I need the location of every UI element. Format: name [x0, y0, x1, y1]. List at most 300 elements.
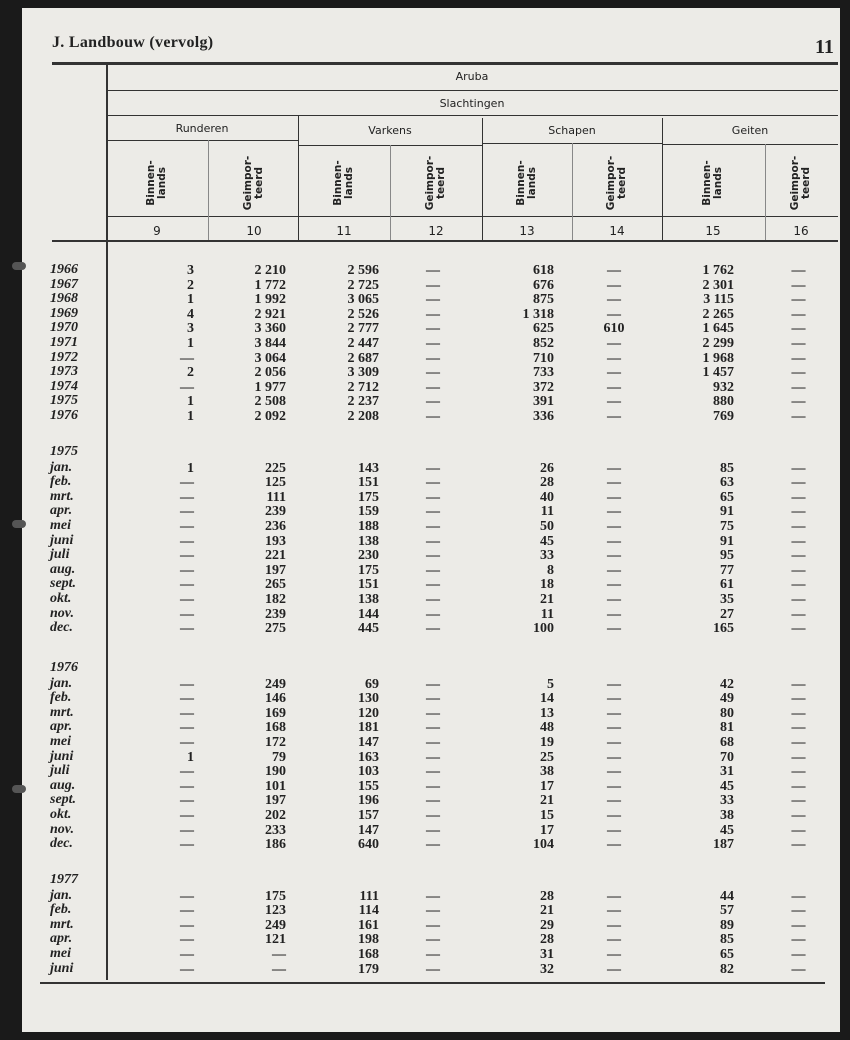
table-cell: 15 [540, 808, 554, 823]
table-cell: 14 [540, 691, 554, 707]
row-label: apr. [50, 931, 73, 947]
table-cell: 21 [540, 903, 554, 919]
column-number: 9 [153, 224, 161, 238]
table-cell: — [791, 292, 806, 308]
table-cell: — [180, 903, 194, 919]
table-cell: 733 [533, 365, 554, 381]
table-cell: — [791, 365, 806, 381]
table-cell: 1 762 [702, 263, 734, 278]
table-cell: 151 [358, 577, 379, 593]
table-cell: 121 [265, 932, 286, 948]
table-cell: — [607, 336, 621, 351]
table-cell: — [791, 676, 806, 692]
row-label: okt. [50, 591, 72, 606]
table-cell: — [791, 903, 806, 919]
table-cell: — [791, 350, 806, 366]
table-cell: 372 [533, 379, 554, 395]
table-cell: — [791, 336, 806, 351]
column-number: 10 [246, 224, 262, 238]
table-cell: 138 [358, 533, 379, 549]
table-cell: 190 [265, 764, 286, 780]
row-label: 1966 [50, 262, 78, 277]
table-cell: — [607, 379, 621, 395]
table-cell: — [791, 606, 806, 622]
table-cell: — [791, 808, 806, 823]
table-cell: — [180, 888, 194, 904]
table-cell: — [426, 932, 440, 948]
table-cell: 21 [540, 592, 554, 607]
table-cell: 2 596 [347, 263, 379, 278]
subcolumn-header: Geimpor- teerd [242, 155, 265, 211]
table-cell: 169 [265, 705, 286, 721]
table-cell: 1 [187, 336, 194, 351]
table-cell: 146 [265, 691, 286, 707]
table-cell: 63 [720, 475, 734, 491]
table-cell: — [180, 735, 194, 750]
table-cell: 168 [358, 947, 379, 962]
table-cell: 2 092 [254, 409, 286, 424]
table-cell: — [426, 409, 440, 424]
table-cell: 28 [540, 932, 554, 948]
table-cell: — [607, 932, 621, 948]
rule [106, 115, 838, 116]
binder-hole [12, 262, 26, 270]
column-number: 11 [336, 224, 352, 238]
row-label: juni [50, 748, 74, 764]
bottom-rule [40, 982, 825, 984]
table-cell: 159 [358, 504, 379, 520]
table-cell: — [607, 837, 621, 853]
table-cell: 5 [547, 676, 554, 692]
table-cell: 38 [720, 808, 734, 823]
table-cell: 19 [540, 735, 554, 750]
table-cell: — [791, 562, 806, 578]
table-cell: 48 [540, 720, 554, 736]
table-cell: 21 [540, 793, 554, 809]
table-cell: 100 [533, 621, 554, 637]
table-cell: 875 [533, 292, 554, 308]
subcolumn-header: Geimpor- teerd [605, 155, 628, 211]
table-cell: — [607, 917, 621, 933]
table-cell: — [791, 519, 806, 534]
table-cell: — [791, 621, 806, 637]
table-cell: 155 [358, 778, 379, 794]
table-cell: — [791, 764, 806, 780]
table-cell: — [180, 606, 194, 622]
table-cell: — [426, 764, 440, 780]
table-cell: — [791, 277, 806, 293]
table-cell: — [426, 460, 440, 476]
table-cell: — [180, 837, 194, 853]
table-cell: 3 [187, 321, 194, 337]
row-label: jan. [50, 887, 73, 903]
row-label: juni [50, 532, 74, 548]
table-cell: 187 [713, 837, 734, 853]
table-cell: 91 [720, 504, 734, 520]
table-cell: — [180, 562, 194, 578]
table-cell: — [426, 577, 440, 593]
table-cell: 445 [358, 621, 379, 637]
table-cell: — [607, 735, 621, 750]
table-cell: 49 [720, 691, 734, 707]
rule [106, 140, 298, 141]
table-cell: — [607, 548, 621, 564]
table-cell: — [607, 705, 621, 721]
table-cell: 70 [720, 749, 734, 765]
table-cell: — [791, 533, 806, 549]
table-cell: — [607, 676, 621, 692]
row-label: mrt. [50, 488, 74, 504]
table-cell: — [426, 562, 440, 578]
table-cell: 3 [187, 263, 194, 278]
row-label: juli [50, 547, 70, 563]
table-cell: — [426, 720, 440, 736]
table-cell: 18 [540, 577, 554, 593]
section-label: 1977 [50, 872, 78, 887]
table-cell: — [426, 321, 440, 337]
table-cell: — [607, 592, 621, 607]
row-label: 1976 [50, 408, 78, 423]
table-cell: — [607, 292, 621, 308]
table-cell: — [180, 379, 194, 395]
table-cell: — [426, 606, 440, 622]
table-cell: 45 [540, 533, 554, 549]
table-cell: — [791, 735, 806, 750]
table-cell: 3 844 [254, 336, 286, 351]
table-cell: — [272, 947, 286, 962]
table-cell: — [607, 621, 621, 637]
table-cell: 17 [540, 822, 554, 838]
table-cell: — [607, 306, 621, 322]
table-cell: 31 [540, 947, 554, 962]
column-number: 16 [793, 224, 809, 238]
table-cell: — [426, 475, 440, 491]
table-cell: 175 [358, 562, 379, 578]
table-cell: 33 [540, 548, 554, 564]
table-cell: — [791, 577, 806, 593]
column-number: 12 [428, 224, 444, 238]
table-cell: — [426, 519, 440, 534]
region-header: Aruba [455, 70, 489, 83]
table-cell: — [791, 321, 806, 337]
table-cell: 68 [720, 735, 734, 750]
table-cell: — [607, 749, 621, 765]
row-label: juli [50, 763, 70, 779]
table-cell: 65 [720, 489, 734, 505]
table-cell: 144 [358, 606, 379, 622]
group-header-runderen: Runderen [175, 122, 229, 135]
table-cell: 1 977 [254, 379, 286, 395]
table-cell: 1 [187, 460, 194, 476]
table-cell: 89 [720, 917, 734, 933]
table-cell: — [607, 947, 621, 962]
column-number: 14 [609, 224, 625, 238]
table-cell: 32 [540, 961, 554, 977]
table-cell: — [180, 705, 194, 721]
table-cell: — [426, 350, 440, 366]
section-title: J. Landbouw (vervolg) [52, 34, 214, 51]
table-cell: 123 [265, 903, 286, 919]
table-cell: — [426, 504, 440, 520]
table-cell: 44 [720, 888, 734, 904]
row-label: sept. [50, 792, 77, 808]
table-cell: 196 [358, 793, 379, 809]
table-cell: 2 447 [347, 336, 379, 351]
table-cell: — [791, 888, 806, 904]
table-cell: — [607, 460, 621, 476]
subcolumn-header: Geimpor- teerd [424, 155, 447, 211]
table-cell: 202 [265, 808, 286, 823]
table-cell: — [426, 903, 440, 919]
table-cell: 197 [265, 562, 286, 578]
row-label: mei [50, 734, 71, 749]
table-cell: — [180, 691, 194, 707]
row-label: apr. [50, 719, 73, 735]
row-label: nov. [50, 821, 74, 837]
table-cell: — [180, 793, 194, 809]
table-cell: 188 [358, 519, 379, 534]
table-cell: — [180, 961, 194, 977]
table-cell: — [607, 519, 621, 534]
table-cell: 57 [720, 903, 734, 919]
table-cell: 175 [265, 888, 286, 904]
table-cell: — [791, 460, 806, 476]
table-cell: 65 [720, 947, 734, 962]
table-cell: 1 457 [702, 365, 734, 381]
subcolumn-header: Binnen- lands [145, 160, 168, 206]
row-label: 1971 [50, 335, 78, 350]
table-cell: — [180, 592, 194, 607]
table-cell: — [791, 793, 806, 809]
table-cell: — [180, 778, 194, 794]
table-cell: — [426, 263, 440, 278]
table-cell: — [426, 336, 440, 351]
binder-hole [12, 785, 26, 793]
table-cell: 2 210 [254, 263, 286, 278]
table-cell: — [180, 489, 194, 505]
table-cell: 2 [187, 365, 194, 381]
table-cell: 13 [540, 705, 554, 721]
subcolumn-header: Geimpor- teerd [789, 155, 812, 211]
table-cell: 29 [540, 917, 554, 933]
table-cell: — [180, 676, 194, 692]
table-cell: 101 [265, 778, 286, 794]
table-cell: 114 [358, 903, 379, 919]
table-cell: — [180, 533, 194, 549]
table-cell: 391 [533, 394, 554, 410]
row-label: 1973 [50, 364, 78, 380]
row-label: dec. [50, 620, 73, 636]
table-cell: 1 968 [702, 350, 734, 366]
table-cell: 1 992 [254, 292, 286, 308]
rule [390, 145, 391, 240]
row-label: jan. [50, 675, 73, 691]
table-cell: — [607, 822, 621, 838]
row-label: feb. [50, 474, 72, 490]
table-cell: 168 [265, 720, 286, 736]
table-cell: — [607, 263, 621, 278]
table-cell: — [607, 350, 621, 366]
table-cell: — [426, 822, 440, 838]
table-cell: — [791, 778, 806, 794]
table-cell: 11 [540, 504, 554, 520]
table-cell: 2 921 [254, 306, 286, 322]
table-cell: — [607, 504, 621, 520]
table-cell: 91 [720, 533, 734, 549]
table-cell: — [180, 577, 194, 593]
table-cell: 230 [358, 548, 379, 564]
row-label: 1967 [50, 276, 78, 292]
table-cell: 147 [358, 735, 379, 750]
table-cell: — [607, 606, 621, 622]
table-cell: 104 [533, 837, 554, 853]
rule [106, 90, 838, 91]
table-cell: — [607, 720, 621, 736]
table-cell: — [180, 504, 194, 520]
table-cell: — [607, 277, 621, 293]
table-cell: — [180, 548, 194, 564]
table-cell: 27 [720, 606, 734, 622]
table-cell: 80 [720, 705, 734, 721]
table-cell: 25 [540, 749, 554, 765]
table-cell: 2 265 [702, 306, 734, 322]
subcolumn-header: Binnen- lands [515, 160, 538, 206]
table-cell: — [607, 691, 621, 707]
table-cell: — [791, 592, 806, 607]
row-label: mrt. [50, 704, 74, 720]
table-cell: 26 [540, 460, 554, 476]
table-cell: — [426, 292, 440, 308]
row-label: mei [50, 946, 71, 961]
table-cell: — [426, 533, 440, 549]
table-cell: 640 [358, 837, 379, 853]
table-cell: 81 [720, 720, 734, 736]
table-cell: 1 645 [702, 321, 734, 337]
header-bottom-rule [52, 240, 838, 242]
table-cell: — [426, 676, 440, 692]
table-cell: 165 [713, 621, 734, 637]
subcolumn-header: Binnen- lands [332, 160, 355, 206]
table-cell: 38 [540, 764, 554, 780]
table-cell: — [607, 489, 621, 505]
table-cell: 676 [533, 277, 554, 293]
table-cell: — [791, 691, 806, 707]
table-cell: 179 [358, 961, 379, 977]
subcolumn-header: Binnen- lands [701, 160, 724, 206]
table-cell: 61 [720, 577, 734, 593]
table-cell: — [180, 475, 194, 491]
group-header-schapen: Schapen [548, 124, 596, 137]
table-cell: 2 508 [254, 394, 286, 410]
table-cell: — [180, 519, 194, 534]
table-cell: 175 [358, 489, 379, 505]
table-cell: 125 [265, 475, 286, 491]
table-cell: — [426, 592, 440, 607]
table-cell: 3 360 [254, 321, 286, 337]
row-label: juni [50, 960, 74, 976]
table-cell: — [426, 379, 440, 395]
table-cell: 2 [187, 277, 194, 293]
table-cell: 151 [358, 475, 379, 491]
table-cell: — [426, 548, 440, 564]
table-cell: — [791, 822, 806, 838]
rule [106, 216, 838, 217]
table-cell: — [180, 621, 194, 637]
table-cell: — [791, 961, 806, 977]
table-cell: — [426, 394, 440, 410]
table-cell: — [426, 735, 440, 750]
table-cell: — [791, 306, 806, 322]
table-cell: 2 056 [254, 365, 286, 381]
table-cell: — [180, 932, 194, 948]
table-cell: — [607, 394, 621, 410]
row-label: 1970 [50, 320, 78, 336]
table-cell: — [791, 837, 806, 853]
table-cell: 1 [187, 409, 194, 424]
row-label: mrt. [50, 916, 74, 932]
table-cell: 3 065 [347, 292, 379, 308]
table-cell: 45 [720, 822, 734, 838]
table-cell: 163 [358, 749, 379, 765]
table-cell: — [426, 837, 440, 853]
table-cell: — [426, 749, 440, 765]
table-cell: 143 [358, 460, 379, 476]
table-cell: — [180, 917, 194, 933]
table-cell: 4 [187, 306, 194, 322]
table-cell: — [180, 808, 194, 823]
table-cell: 2 299 [702, 336, 734, 351]
table-cell: — [426, 778, 440, 794]
table-cell: — [791, 263, 806, 278]
section-label: 1976 [50, 660, 78, 675]
table-cell: 95 [720, 548, 734, 564]
table-cell: 2 208 [347, 409, 379, 424]
table-cell: — [607, 475, 621, 491]
rule [572, 143, 573, 240]
table-cell: — [607, 764, 621, 780]
table-cell: 193 [265, 533, 286, 549]
row-label: 1974 [50, 378, 78, 394]
rule [765, 144, 766, 240]
table-cell: — [791, 705, 806, 721]
table-cell: 182 [265, 592, 286, 607]
page-number: 11 [815, 36, 834, 58]
table-cell: 157 [358, 808, 379, 823]
table-cell: 3 115 [703, 292, 734, 308]
table-cell: — [426, 961, 440, 977]
table-cell: 239 [265, 504, 286, 520]
row-label: feb. [50, 690, 72, 706]
row-label: jan. [50, 459, 73, 475]
table-cell: — [607, 409, 621, 424]
table-cell: 1 [187, 292, 194, 308]
table-cell: 3 064 [254, 350, 286, 366]
table-cell: 221 [265, 548, 286, 564]
table-cell: — [791, 720, 806, 736]
table-cell: 769 [713, 409, 734, 424]
table-cell: 40 [540, 489, 554, 505]
table-cell: 45 [720, 778, 734, 794]
table-cell: — [607, 533, 621, 549]
table-cell: 77 [720, 562, 734, 578]
table-cell: 85 [720, 460, 734, 476]
table-cell: 618 [533, 263, 554, 278]
table-cell: — [426, 705, 440, 721]
row-label: feb. [50, 902, 72, 918]
table-cell: 17 [540, 778, 554, 794]
table-cell: — [791, 947, 806, 962]
table-cell: — [607, 562, 621, 578]
